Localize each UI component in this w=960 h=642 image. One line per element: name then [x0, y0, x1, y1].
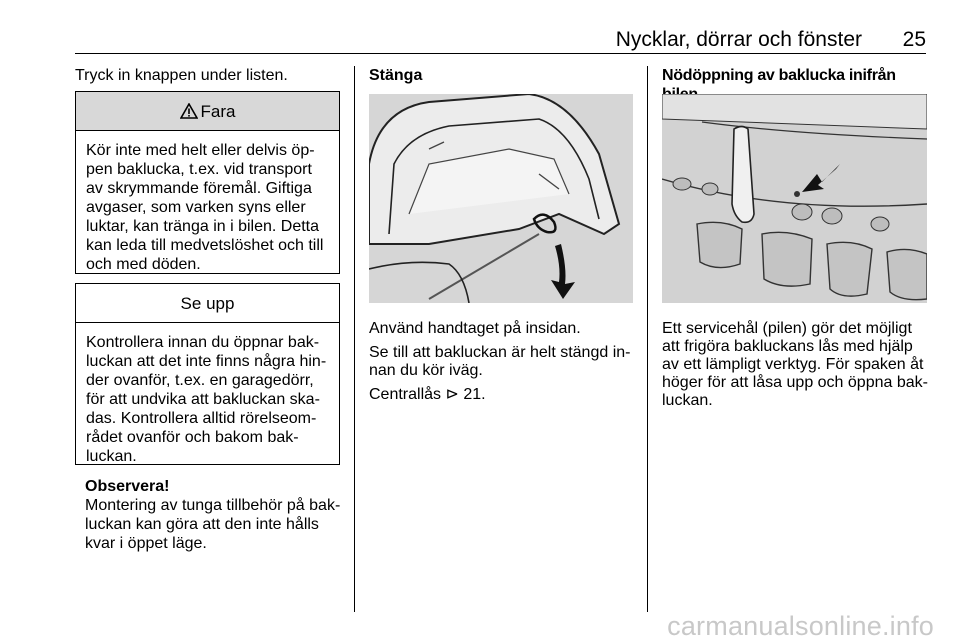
- service-hole-line: att frigöra bakluckans lås med hjälp: [662, 338, 913, 355]
- central-lock-ref: Centrallås ⊳ 21.: [369, 386, 486, 403]
- watermark-text: carmanualsonline.info: [667, 611, 934, 641]
- note-block: [85, 477, 345, 553]
- caution-line: rådet ovanför och bakom bak-: [86, 429, 299, 446]
- service-hole-paragraph: [662, 320, 928, 410]
- danger-line: kan leda till medvetslöshet och till: [86, 237, 324, 254]
- service-hole-line: av ett lämpligt verktyg. För spaken åt: [662, 356, 924, 373]
- danger-line: och med döden.: [86, 256, 201, 273]
- warning-triangle-icon: [180, 103, 198, 119]
- column-divider: [354, 66, 355, 612]
- service-hole-line: Ett servicehål (pilen) gör det möjligt: [662, 320, 912, 337]
- service-hole-line: luckan.: [662, 392, 713, 409]
- intro-text: Tryck in knappen under listen.: [75, 67, 288, 84]
- note-title: Observera!: [85, 478, 170, 495]
- caution-box: [75, 283, 340, 465]
- note-line: kvar i öppet läge.: [85, 535, 207, 552]
- section-heading-close: Stänga: [369, 67, 423, 84]
- caution-box-body: [76, 323, 339, 472]
- caution-line: luckan att det inte finns några hin-: [86, 353, 327, 370]
- header-rule: [75, 53, 926, 54]
- close-para-2-line: Se till att bakluckan är helt stängd in-: [369, 344, 631, 361]
- service-hole-drawing: [662, 94, 927, 303]
- close-para-2-line: nan du kör iväg.: [369, 362, 483, 379]
- danger-line: pen baklucka, t.ex. vid transport: [86, 161, 312, 178]
- caution-box-header: [76, 284, 339, 323]
- section-heading-emergency-open: Nödöppning av baklucka inifrån: [662, 67, 896, 84]
- caution-line: Kontrollera innan du öppnar bak-: [86, 334, 320, 351]
- note-line: Montering av tunga tillbehör på bak-: [85, 497, 341, 514]
- note-line: luckan kan göra att den inte hålls: [85, 516, 319, 533]
- column-divider: [647, 66, 648, 612]
- close-para-2: [369, 344, 635, 380]
- page-header: [75, 28, 926, 54]
- page-number: 25: [902, 28, 926, 51]
- close-para-1: Använd handtaget på insidan.: [369, 320, 581, 337]
- tailgate-drawing: [369, 94, 633, 303]
- danger-line: luktar, kan tränga in i bilen. Detta: [86, 218, 320, 235]
- caution-line: das. Kontrollera alltid rörelseom-: [86, 410, 317, 427]
- caution-line: der ovanför, t.ex. en garagedörr,: [86, 372, 314, 389]
- service-hole-illustration: [662, 94, 927, 303]
- danger-line: avgaser, som varken syns eller: [86, 199, 306, 216]
- caution-line: luckan.: [86, 448, 137, 465]
- danger-box: [75, 91, 340, 274]
- danger-box-body: [76, 131, 339, 280]
- caution-line: för att undvika att bakluckan ska-: [86, 391, 320, 408]
- danger-box-header: [76, 92, 339, 131]
- tailgate-closing-illustration: [369, 94, 633, 303]
- danger-line: av skrymmande föremål. Giftiga: [86, 180, 312, 197]
- danger-box-title: Fara: [200, 101, 236, 121]
- danger-line: Kör inte med helt eller delvis öp-: [86, 142, 315, 159]
- page-title: Nycklar, dörrar och fönster: [615, 28, 862, 51]
- service-hole-line: höger för att låsa upp och öppna bak-: [662, 374, 928, 391]
- caution-box-title: Se upp: [180, 293, 235, 313]
